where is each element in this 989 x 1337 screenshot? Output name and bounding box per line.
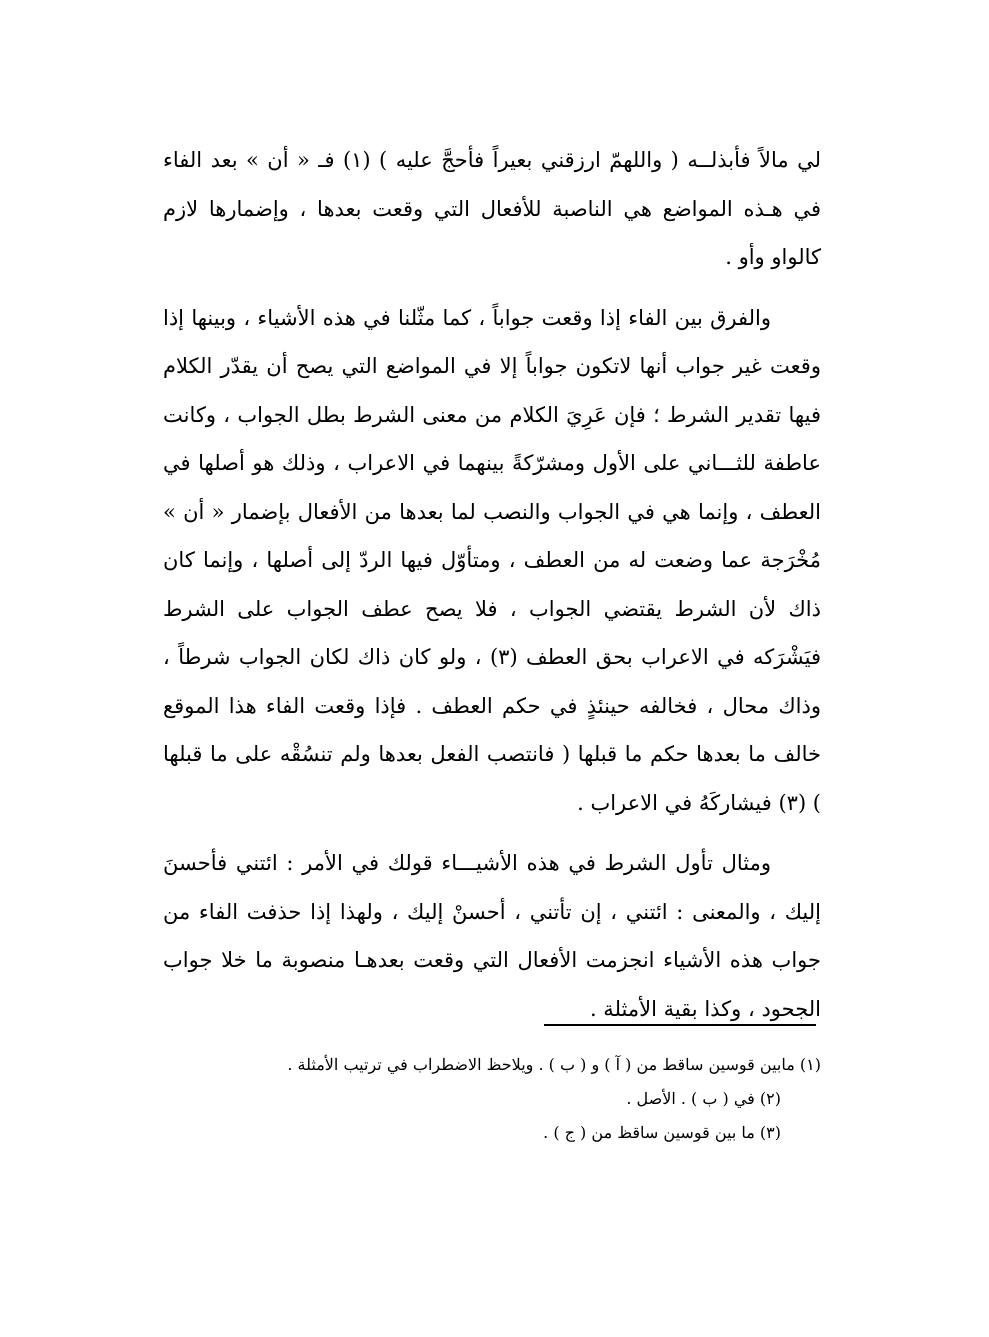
paragraph-1: لي مالاً فأبذلــه ( واللهمّ ارزقني بعيراً فأحجَّ عليه ) (١) فـ « أن » بعد الفاء في هـذه المواضع هي الناصبة للأفعال التي وقعت بعدها ، وإضمارها لازم كالواو وأو . — [163, 148, 822, 269]
paragraph-2: والفرق بين الفاء إذا وقعت جواباً ، كما مثّلنا في هذه الأشياء ، وبينها إذا وقعت غير جواب أنها لاتكون جواباً إلا في المواضع التي يصح أن يقدّر الكلام فيها تقدير الشرط ؛ فإن عَرِيَ الكلام من معنى الشرط بطل الجواب ، وكانت عاطفة للثـــاني على الأول ومشرّكةً بينهما في الاعراب ، وذلك هو أصلها في العطف ، وإنما هي في الجواب والنصب لما بعدها من الأفعال بإضمار « أن » مُخْرَجة عما وضعت له من العطف ، ومتأوّل فيها الردّ إلى أصلها ، وإنما كان ذاك لأن الشرط يقتضي الجواب ، فلا يصح عطف الجواب على الشرط فيَشْرَكه في الاعراب بحق العطف (٣) ، ولو كان ذاك لكان الجواب شرطاً ، وذاك محال ، فخالفه حينئذٍ في حكم العطف . فإذا وقعت الفاء هذا الموقع خالف ما بعدها حكم ما قبلها ( فانتصب الفعل بعدها ولم تنسُقْه على ما قبلها ) (٣) فيشاركَهُ في الاعراب . — [163, 305, 821, 815]
paragraph-3: ومثال تأول الشرط في هذه الأشيـــاء قولك في الأمر : ائتني فأحسنَ إليك ، والمعنى : ائتني ، إن تأتني ، أحسنْ إليك ، ولهذا إذا حذفت الفاء من جواب هذه الأشياء انجزمت الأفعال التي وقعت بعدهـا منصوبة ما خلا جواب الجحود ، وكذا بقية الأمثلة . — [163, 851, 821, 1021]
footnote-3: (٣) ما بين قوسين ساقظ من ( ج ) . — [543, 1123, 781, 1142]
footnote-separator — [544, 1024, 816, 1026]
footnotes — [163, 1048, 821, 1150]
footnote-1: (١) مابين قوسين ساقط من ( آ ) و ( ب ) . ويلاحظ الاضطراب في ترتيب الأمثلة . — [287, 1055, 821, 1074]
main-text — [163, 136, 821, 1033]
footnote-2: (٢) في ( ب ) . الأصل . — [626, 1089, 781, 1108]
